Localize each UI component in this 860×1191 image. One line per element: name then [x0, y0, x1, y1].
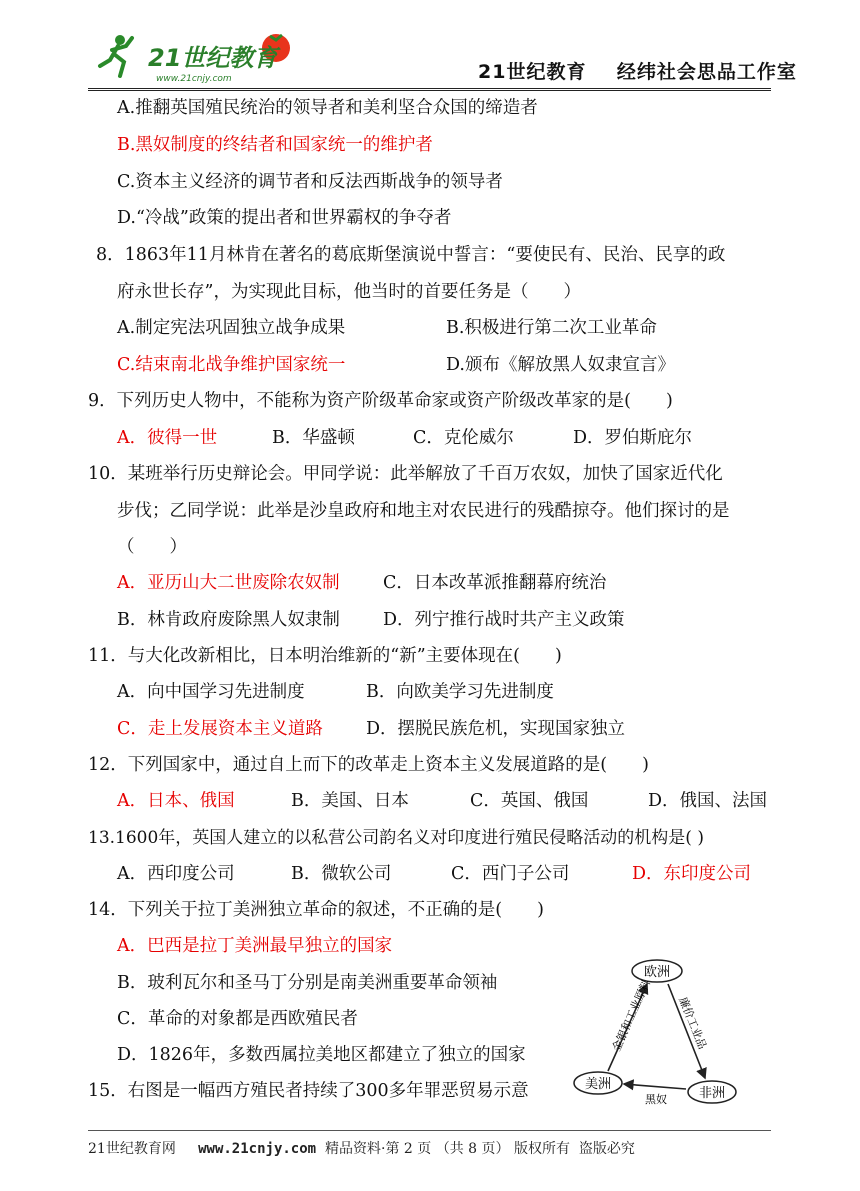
q12-option-d: D．俄国、法国 [648, 791, 768, 811]
arrow-africa-to-america [624, 1084, 686, 1089]
header-divider [88, 88, 771, 91]
q9-stem: 9．下列历史人物中，不能称为资产阶级革命家或资产阶级改革家的是( ) [88, 391, 673, 411]
logo-text: 21世纪教育 [148, 44, 278, 72]
q9-option-d: D．罗伯斯庇尔 [573, 428, 693, 448]
q7-option-c: C.资本主义经济的调节者和反法西斯战争的领导者 [117, 172, 503, 192]
footer-site: 21世纪教育网 [88, 1141, 176, 1157]
q7-option-a: A.推翻英国殖民统治的领导者和美利坚合众国的缔造者 [117, 98, 538, 118]
footer [88, 1138, 635, 1158]
q10-option-a: A．亚历山大二世废除农奴制 [117, 573, 340, 593]
label-africa: 非洲 [698, 1086, 726, 1101]
q12-option-c: C．英国、俄国 [470, 791, 589, 811]
q7-option-d: D.“冷战”政策的提出者和世界霸权的争夺者 [117, 208, 452, 228]
q8-option-a: A.制定宪法巩固独立战争成果 [117, 318, 346, 338]
q8-option-d: D.颁布《解放黑人奴隶宣言》 [446, 355, 675, 375]
q9-option-b: B．华盛顿 [272, 428, 355, 448]
label-america: 美洲 [584, 1077, 612, 1092]
21cnjy-logo [96, 26, 296, 86]
q7-option-b: B.黑奴制度的终结者和国家统一的维护者 [117, 135, 433, 155]
q11-option-d: D．摆脱民族危机，实现国家独立 [366, 719, 626, 739]
edge-label-right: 廉价工业品 [676, 995, 709, 1052]
logo-url: www.21cnjy.com [156, 74, 232, 84]
footer-page-info: 精品资料·第 2 页 （共 8 页） 版权所有 盗版必究 [325, 1141, 635, 1157]
q8-stem-line1: 8．1863年11月林肯在著名的葛底斯堡演说中誓言：“要使民有、民治、民享的政 [96, 245, 726, 265]
triangle-trade-diagram [568, 952, 768, 1112]
q11-option-b: B．向欧美学习先进制度 [366, 682, 554, 702]
q10-stem-line2: 步伐；乙同学说：此举是沙皇政府和地主对农民进行的残酷掠夺。他们探讨的是 [117, 501, 730, 521]
q10-stem-line3: （ ） [117, 537, 187, 557]
footer-divider [88, 1130, 771, 1131]
q14-option-a: A．巴西是拉丁美洲最早独立的国家 [117, 936, 393, 956]
q12-option-a: A．日本、俄国 [117, 791, 235, 811]
q14-option-d: D．1826年，多数西属拉美地区都建立了独立的国家 [117, 1045, 526, 1065]
q9-option-c: C．克伦威尔 [413, 428, 514, 448]
q8-option-b: B.积极进行第二次工业革命 [446, 318, 657, 338]
q13-option-d: D．东印度公司 [632, 864, 752, 884]
q14-option-b: B．玻利瓦尔和圣马丁分别是南美洲重要革命领袖 [117, 973, 498, 993]
q13-option-c: C．西门子公司 [451, 864, 570, 884]
q10-stem-line1: 10．某班举行历史辩论会。甲同学说：此举解放了千百万农奴，加快了国家近代化 [88, 464, 723, 484]
q15-stem: 15．右图是一幅西方殖民者持续了300多年罪恶贸易示意 [88, 1081, 529, 1101]
q11-stem: 11．与大化改新相比，日本明治维新的“新”主要体现在( ) [88, 646, 562, 666]
label-europe: 欧洲 [643, 965, 671, 980]
edge-label-left: 金银和工业原料 [609, 977, 654, 1054]
q10-option-c: C．日本改革派推翻幕府统治 [383, 573, 607, 593]
q13-option-a: A．西印度公司 [117, 864, 235, 884]
header-title: 21世纪教育 经纬社会思品工作室 [478, 61, 797, 83]
q14-option-c: C．革命的对象都是西欧殖民者 [117, 1009, 358, 1029]
q14-stem: 14．下列关于拉丁美洲独立革命的叙述，不正确的是( ) [88, 900, 544, 920]
q13-option-b: B．微软公司 [291, 864, 392, 884]
q10-option-d: D．列宁推行战时共产主义政策 [383, 610, 625, 630]
q12-stem: 12．下列国家中，通过自上而下的改革走上资本主义发展道路的是( ) [88, 755, 649, 775]
q12-option-b: B．美国、日本 [291, 791, 409, 811]
edge-label-bottom: 黑奴 [645, 1093, 667, 1106]
footer-url[interactable]: www.21cnjy.com [198, 1141, 317, 1157]
runner-icon [100, 35, 132, 76]
q11-option-a: A．向中国学习先进制度 [117, 682, 305, 702]
q10-option-b: B．林肯政府废除黑人奴隶制 [117, 610, 340, 630]
q8-stem-line2: 府永世长存”，为实现此目标，他当时的首要任务是（ ） [117, 282, 581, 302]
q9-option-a: A．彼得一世 [117, 428, 218, 448]
q13-stem: 13.1600年，英国人建立的以私营公司韵名义对印度进行殖民侵略活动的机构是( ) [88, 828, 704, 848]
q11-option-c: C．走上发展资本主义道路 [117, 719, 323, 739]
q8-option-c: C.结束南北战争维护国家统一 [117, 355, 346, 375]
